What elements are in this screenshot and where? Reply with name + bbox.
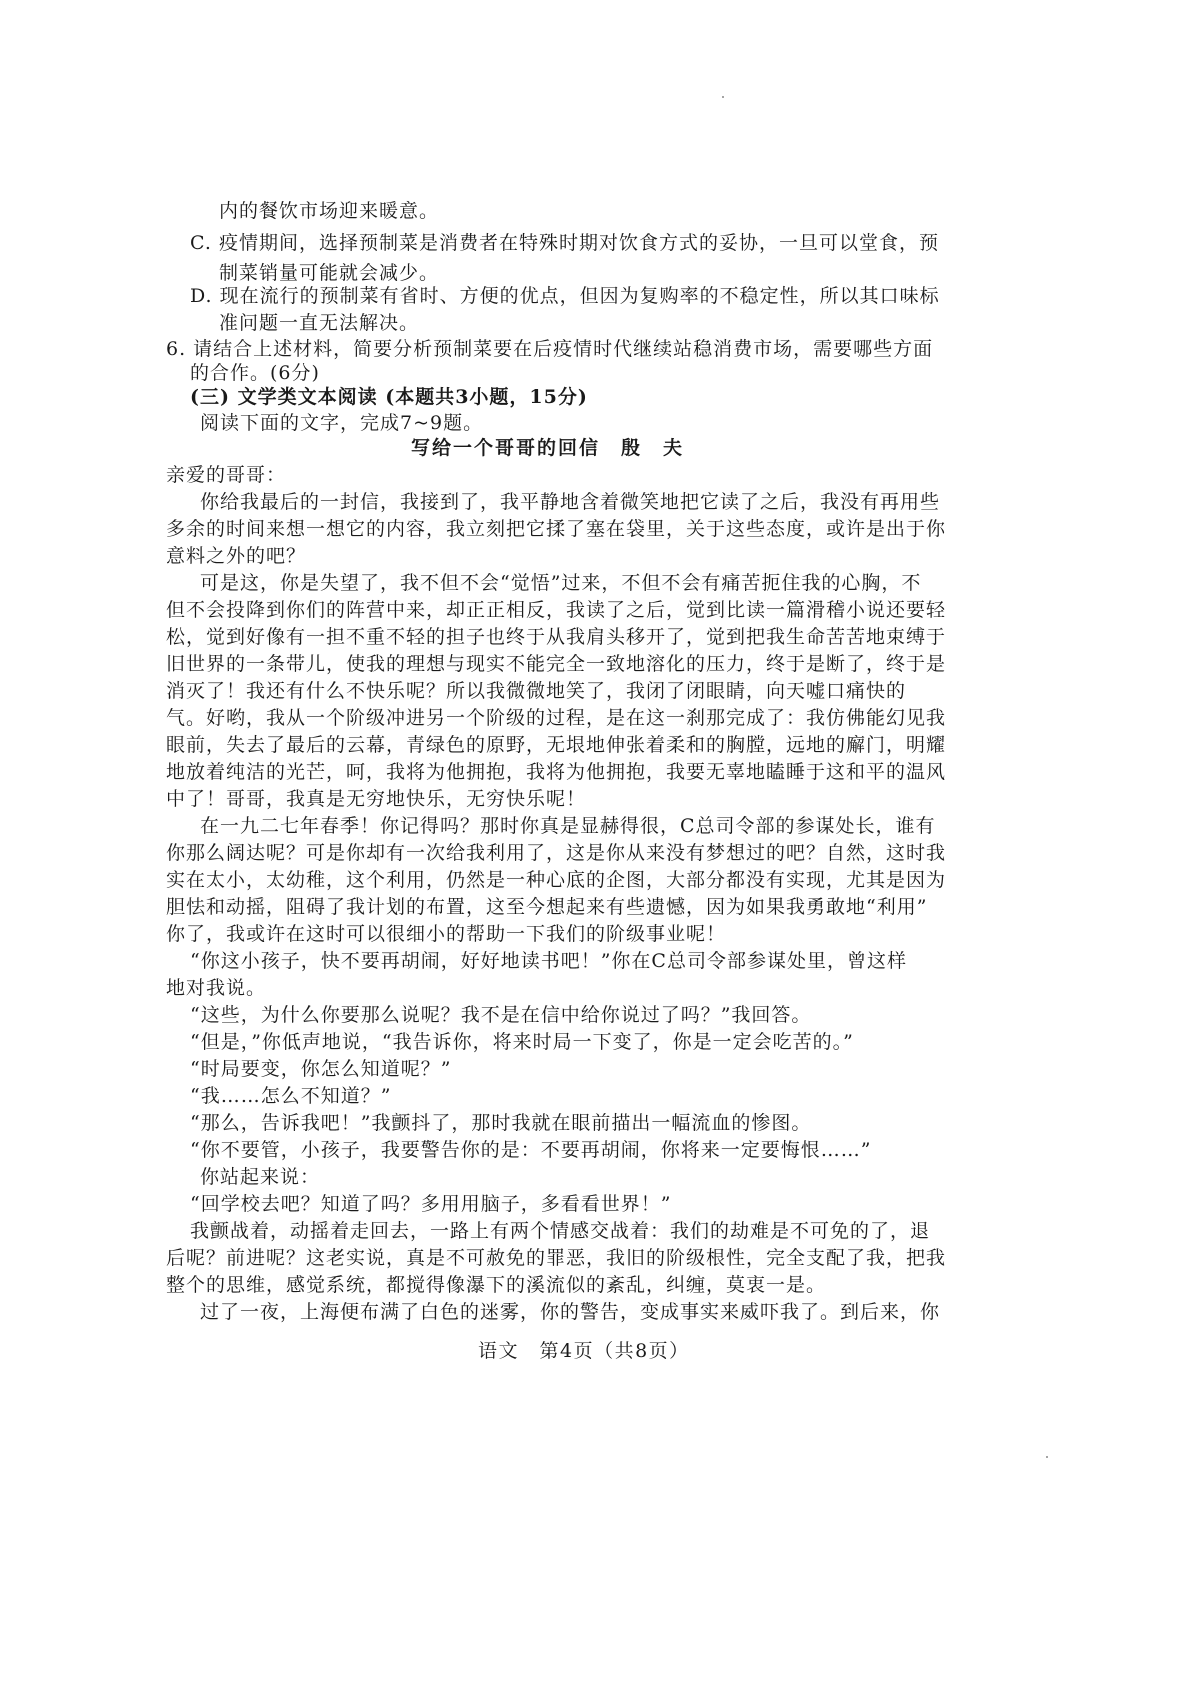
page-footer: 语文 第4页（共8页）	[478, 1340, 690, 1362]
paragraph-line: 中了！哥哥，我真是无穷地快乐，无穷快乐呢！	[166, 788, 587, 810]
dialogue-line: 你站起来说：	[200, 1166, 321, 1188]
dialogue-line: “那么，告诉我吧！”我颤抖了，那时我就在眼前描出一幅流血的惨图。	[190, 1112, 812, 1134]
paragraph-line: 我颤战着，动摇着走回去，一路上有两个情感交战着：我们的劫难是不可免的了，退	[190, 1220, 931, 1242]
dialogue-line: “但是，”你低声地说，“我告诉你，将来时局一下变了，你是一定会吃苦的。”	[190, 1031, 854, 1053]
paragraph-line: 松，觉到好像有一担不重不轻的担子也终于从我肩头移开了，觉到把我生命苦苦地束缚于	[166, 626, 947, 648]
dialogue-line: “我……怎么不知道？”	[190, 1085, 392, 1107]
paragraph-line: 胆怯和动摇，阻碍了我计划的布置，这至今想起来有些遗憾，因为如果我勇敢地“利用”	[166, 896, 928, 918]
paragraph-line: 你了，我或许在这时可以很细小的帮助一下我们的阶级事业呢！	[166, 923, 727, 945]
dialogue-line: 地对我说。	[166, 977, 267, 999]
paragraph-line: 旧世界的一条带儿，使我的理想与现实不能完全一致地溶化的压力，终于是断了，终于是	[166, 653, 947, 675]
paragraph-line: 后呢？前进呢？这老实说，真是不可赦免的罪恶，我旧的阶级根性，完全支配了我，把我	[166, 1247, 947, 1269]
option-d-line-2: 准问题一直无法解决。	[219, 312, 420, 334]
dialogue-line: “你不要管，小孩子，我要警告你的是：不要再胡闹，你将来一定要悔恨……”	[190, 1139, 872, 1161]
paragraph-line: 可是这，你是失望了，我不但不会“觉悟”过来，不但不会有痛苦扼住我的心胸，不	[200, 572, 922, 594]
dialogue-line: “你这小孩子，快不要再胡闹，好好地读书吧！”你在C总司令部参谋处里，曾这样	[190, 950, 907, 972]
section-heading: (三) 文学类文本阅读 (本题共3小题，15分)	[190, 386, 588, 408]
option-c-line-2: 制菜销量可能就会减少。	[219, 262, 440, 284]
paragraph-line: 消灭了！我还有什么不快乐呢？所以我微微地笑了，我闭了闭眼睛，向天嘘口痛快的	[166, 680, 907, 702]
paragraph-line: 但不会投降到你们的阵营中来，却正正相反，我读了之后，觉到比读一篇滑稽小说还要轻	[166, 599, 947, 621]
paragraph-line: 整个的思维，感觉系统，都搅得像瀑下的溪流似的紊乱，纠缠，莫衷一是。	[166, 1274, 827, 1296]
dialogue-line: “回学校去吧？知道了吗？多用用脑子，多看看世界！”	[190, 1193, 672, 1215]
salutation: 亲爱的哥哥：	[166, 464, 287, 486]
paragraph-line: 多余的时间来想一想它的内容，我立刻把它揉了塞在袋里，关于这些态度，或许是出于你	[166, 518, 947, 540]
dialogue-line: “这些，为什么你要那么说呢？我不是在信中给你说过了吗？”我回答。	[190, 1004, 812, 1026]
option-d-line-1: D. 现在流行的预制菜有省时、方便的优点，但因为复购率的不稳定性，所以其口味标	[190, 285, 940, 307]
scan-speck	[722, 96, 724, 98]
paragraph-line: 眼前，失去了最后的云幕，青绿色的原野，无垠地伸张着柔和的胸膛，远地的廨门，明耀	[166, 734, 947, 756]
paragraph-line: 地放着纯洁的光芒，呵，我将为他拥抱，我将为他拥抱，我要无辜地瞌睡于这和平的温风	[166, 761, 947, 783]
question-6-line-1: 6. 请结合上述材料，简要分析预制菜要在后疫情时代继续站稳消费市场，需要哪些方面	[166, 338, 934, 360]
scan-speck	[1046, 1456, 1048, 1458]
section-instruction: 阅读下面的文字，完成7~9题。	[200, 412, 484, 434]
paragraph-line: 你那么阔达呢？可是你却有一次给我利用了，这是你从来没有梦想过的吧？自然，这时我	[166, 842, 947, 864]
paragraph-line: 意料之外的吧？	[166, 545, 307, 567]
dialogue-line: “时局要变，你怎么知道呢？”	[190, 1058, 452, 1080]
paragraph-line: 你给我最后的一封信，我接到了，我平静地含着微笑地把它读了之后，我没有再用些	[200, 491, 941, 513]
paragraph-line: 在一九二七年春季！你记得吗？那时你真是显赫得很，C总司令部的参谋处长，谁有	[200, 815, 936, 837]
article-title: 写给一个哥哥的回信 殷 夫	[411, 437, 685, 459]
option-c-line-1: C. 疫情期间，选择预制菜是消费者在特殊时期对饮食方式的妥协，一旦可以堂食，预	[190, 232, 939, 254]
paragraph-line: 过了一夜，上海便布满了白色的迷雾，你的警告，变成事实来威吓我了。到后来，你	[200, 1301, 941, 1323]
paragraph-line: 气。好哟，我从一个阶级冲进另一个阶级的过程，是在这一刹那完成了：我仿佛能幻见我	[166, 707, 947, 729]
question-6-line-2: 的合作。(6分)	[190, 362, 320, 384]
option-b-continuation: 内的餐饮市场迎来暖意。	[219, 200, 440, 222]
paragraph-line: 实在太小，太幼稚，这个利用，仍然是一种心底的企图，大部分都没有实现，尤其是因为	[166, 869, 947, 891]
